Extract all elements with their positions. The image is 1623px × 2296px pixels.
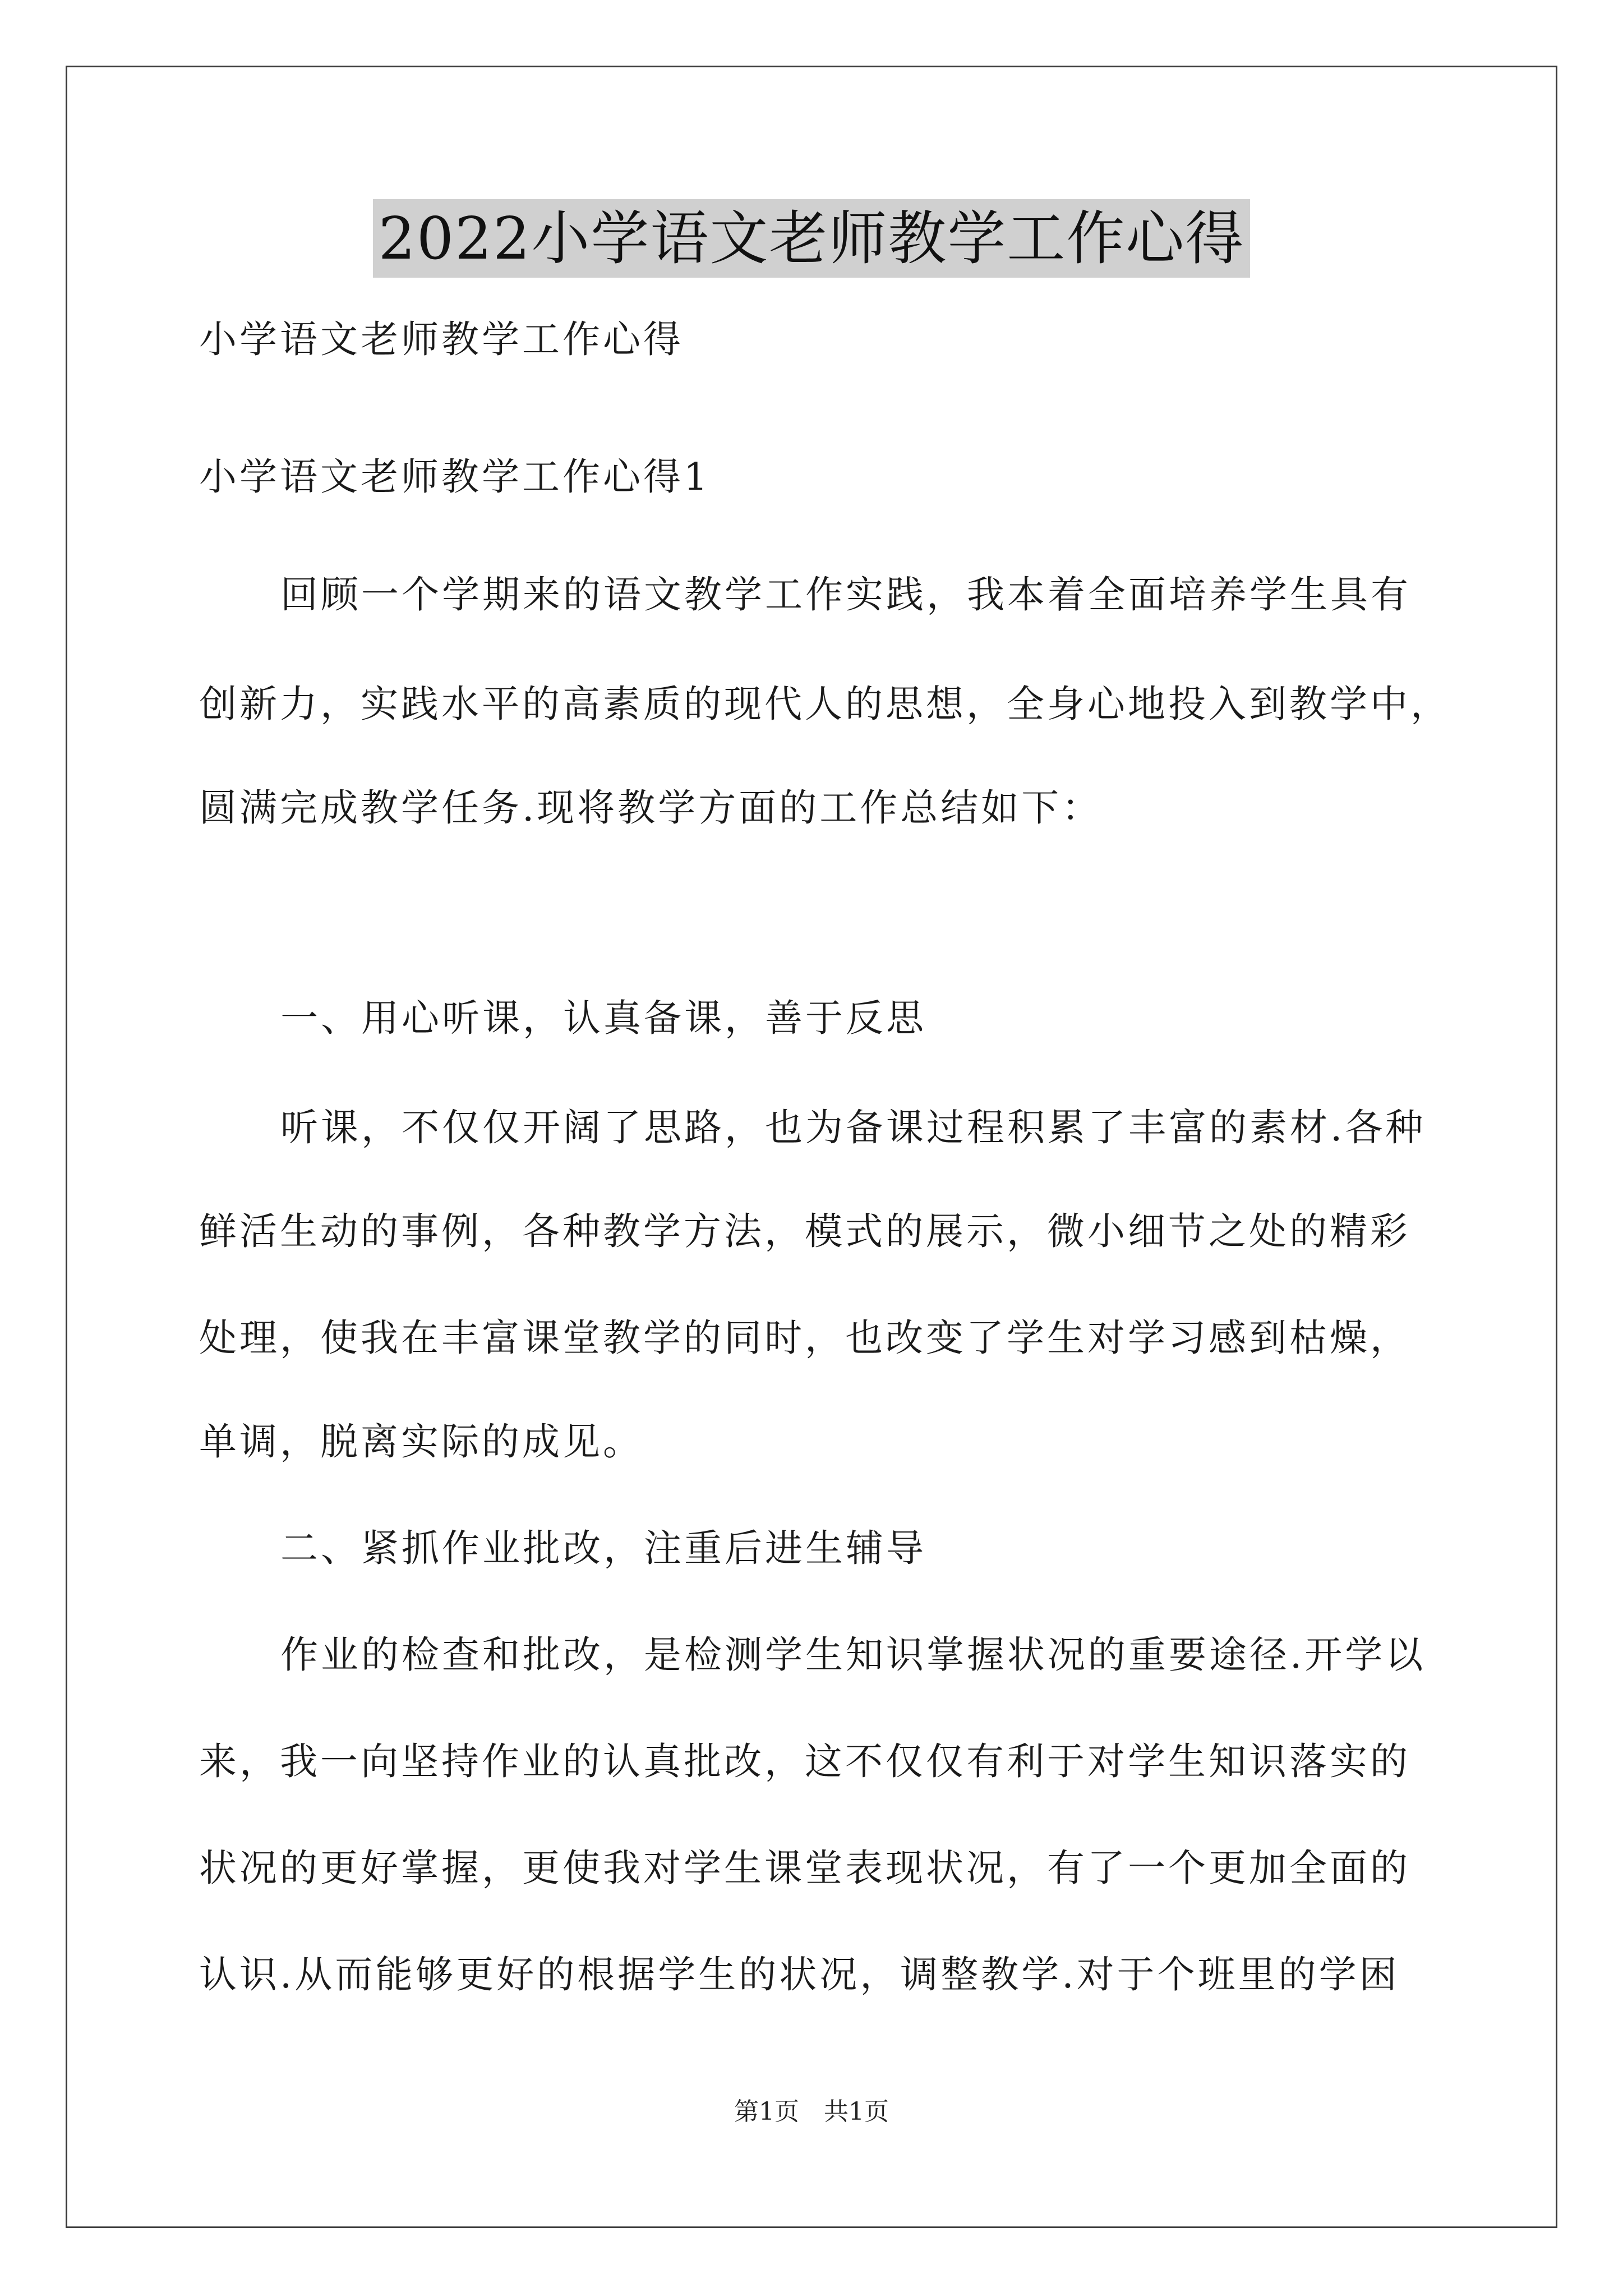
section-heading: 小学语文老师教学工作心得1 [199,455,711,499]
page-footer: 第1页 共1页 [734,2097,889,2126]
paragraph-line: 状况的更好掌握，更使我对学生课堂表现状况，有了一个更加全面的 [199,1846,1410,1890]
paragraph-line: 认识.从而能够更好的根据学生的状况，调整教学.对于个班里的学困 [199,1953,1400,1996]
paragraph-line: 处理，使我在丰富课堂教学的同时，也改变了学生对学习感到枯燥， [199,1316,1410,1360]
subheading-1: 一、用心听课，认真备课，善于反思 [280,996,926,1040]
title-wrapper [0,199,1623,278]
paragraph-line: 创新力，实践水平的高素质的现代人的思想，全身心地投入到教学中， [199,682,1451,726]
document-title: 2022小学语文老师教学工作心得 [373,199,1251,278]
paragraph-line: 听课，不仅仅开阔了思路，也为备课过程积累了丰富的素材.各种 [280,1106,1426,1149]
paragraph-line: 圆满完成教学任务.现将教学方面的工作总结如下： [199,786,1103,830]
document-subtitle: 小学语文老师教学工作心得 [199,318,684,361]
paragraph-line: 回顾一个学期来的语文教学工作实践，我本着全面培养学生具有 [280,573,1411,616]
subheading-2: 二、紧抓作业批改，注重后进生辅导 [280,1526,926,1570]
paragraph-line: 作业的检查和批改，是检测学生知识掌握状况的重要途径.开学以 [280,1633,1426,1677]
paragraph-line: 鲜活生动的事例，各种教学方法，模式的展示，微小细节之处的精彩 [199,1209,1410,1253]
paragraph-line: 来，我一向坚持作业的认真批改，这不仅仅有利于对学生知识落实的 [199,1740,1410,1783]
paragraph-line: 单调，脱离实际的成见。 [199,1420,643,1464]
